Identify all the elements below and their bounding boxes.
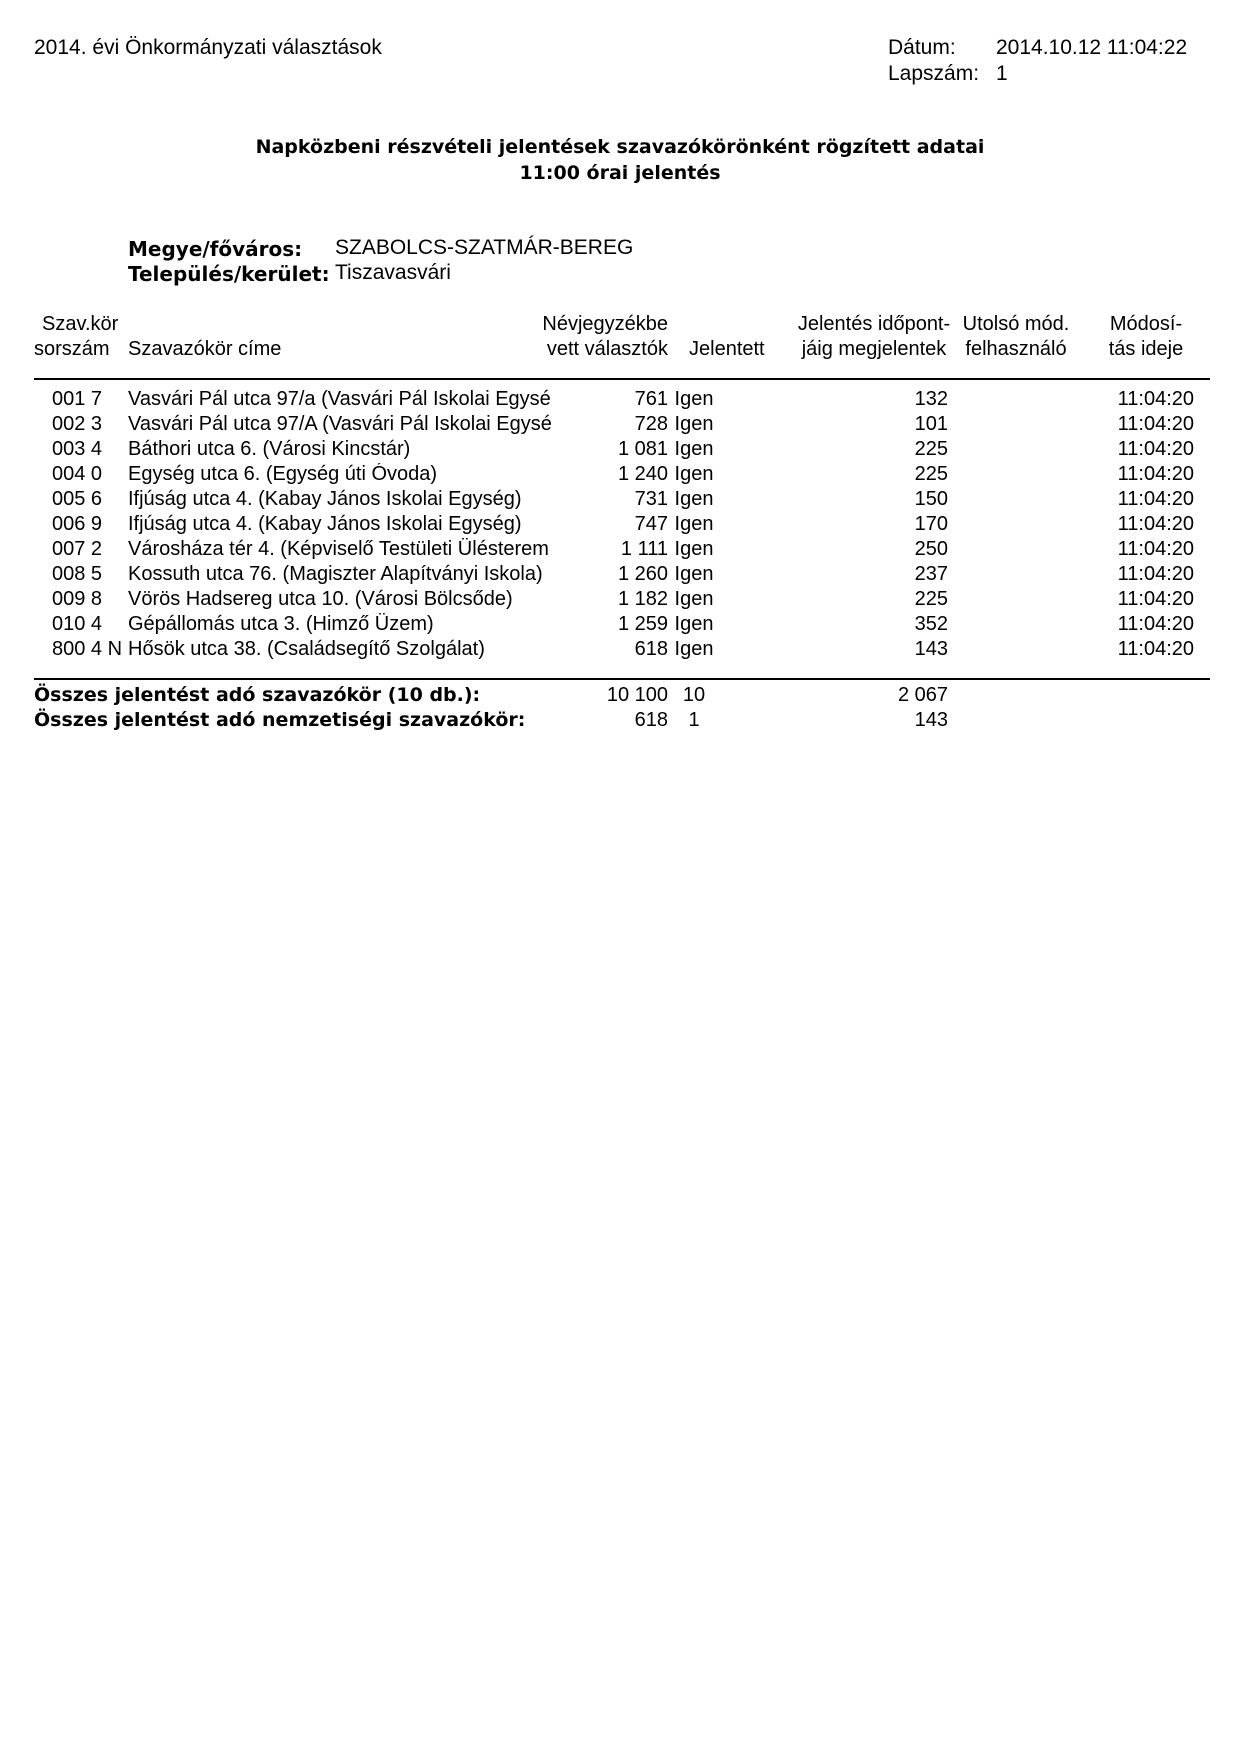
col-voters-header [542,312,668,362]
row-code: 008 5 [52,563,103,585]
row-address: Báthori utca 6. (Városi Kincstár) [128,438,411,460]
col-appeared-line2: jáig megjelentek [801,338,947,360]
row-code: 009 8 [52,588,103,610]
row-time: 11:04:20 [1117,588,1194,610]
page-value: 1 [996,62,1008,85]
row-appeared: 101 [914,413,948,435]
col-appeared-line1: Jelentés időpont- [797,313,951,335]
total-voters: 618 [634,709,668,731]
county-label: Megye/főváros: [128,237,303,261]
row-time: 11:04:20 [1117,488,1194,510]
col-voters-line2: vett választók [546,338,668,360]
table-row [0,588,1240,613]
row-reported: Igen [674,538,714,560]
row-reported: Igen [674,513,714,535]
row-code: 004 0 [52,463,103,485]
col-code-line1: Szav.kör [42,313,119,335]
row-appeared: 225 [914,463,948,485]
row-appeared: 143 [914,638,948,660]
table-row [0,613,1240,638]
row-code: 002 3 [52,413,103,435]
row-time: 11:04:20 [1117,438,1194,460]
row-code: 001 7 [52,388,103,410]
row-reported: Igen [674,588,714,610]
table-row [0,563,1240,588]
row-voters: 1 259 [617,613,668,635]
table-row [0,413,1240,438]
row-voters: 1 111 [620,538,668,560]
table-row [0,638,1240,663]
row-time: 11:04:20 [1117,413,1194,435]
row-time: 11:04:20 [1117,638,1194,660]
row-reported: Igen [674,488,714,510]
row-voters: 1 081 [617,438,668,460]
row-time: 11:04:20 [1117,613,1194,635]
total-appeared: 143 [914,709,948,731]
row-code: 010 4 [52,613,103,635]
row-address: Egység utca 6. (Egység úti Óvoda) [128,463,438,485]
row-address: Ifjúság utca 4. (Kabay János Iskolai Egység) [128,513,522,535]
col-time-line2: tás ideje [1108,338,1184,360]
totals-row [0,709,1240,734]
row-voters: 761 [634,388,668,410]
col-user-line1: Utolsó mód. [962,313,1070,335]
election-title: 2014. évi Önkormányzati választások [34,36,382,59]
col-user-header [958,312,1074,362]
row-appeared: 237 [914,563,948,585]
report-title: Napközbeni részvételi jelentések szavazókörönként rögzített adatai [255,136,985,158]
col-time-header [1098,312,1194,362]
row-reported: Igen [674,413,714,435]
row-reported: Igen [674,563,714,585]
row-appeared: 132 [914,388,948,410]
header-divider [34,378,1210,380]
town-label: Település/kerület: [128,262,330,286]
row-code: 006 9 [52,513,103,535]
row-time: 11:04:20 [1117,388,1194,410]
total-voters: 10 100 [606,684,668,706]
row-time: 11:04:20 [1117,463,1194,485]
row-appeared: 352 [914,613,948,635]
row-voters: 731 [634,488,668,510]
row-reported: Igen [674,638,714,660]
row-code: 005 6 [52,488,103,510]
date-value: 2014.10.12 11:04:22 [996,36,1188,59]
col-code-header [34,312,118,362]
date-label: Dátum: [888,36,956,59]
row-appeared: 170 [914,513,948,535]
row-time: 11:04:20 [1117,563,1194,585]
totals-row [0,684,1240,709]
row-appeared: 225 [914,588,948,610]
row-address: Ifjúság utca 4. (Kabay János Iskolai Egység) [128,488,522,510]
row-voters: 1 260 [617,563,668,585]
row-address: Hősök utca 38. (Családsegítő Szolgálat) [128,638,485,660]
row-code: 800 4 N [52,638,123,660]
row-code: 003 4 [52,438,103,460]
row-voters: 1 240 [617,463,668,485]
report-subtitle: 11:00 órai jelentés [519,162,721,184]
row-address: Vörös Hadsereg utca 10. (Városi Bölcsőde) [128,588,513,610]
table-row [0,488,1240,513]
col-user-line2: felhasználó [965,338,1067,360]
row-voters: 747 [634,513,668,535]
total-reported: 10 [682,684,706,706]
col-time-line1: Módosí- [1109,313,1183,335]
row-appeared: 225 [914,438,948,460]
row-reported: Igen [674,388,714,410]
total-label: Összes jelentést adó nemzetiségi szavazókör: [34,709,526,731]
row-appeared: 150 [914,488,948,510]
row-voters: 618 [634,638,668,660]
row-time: 11:04:20 [1117,513,1194,535]
row-time: 11:04:20 [1117,538,1194,560]
row-voters: 728 [634,413,668,435]
row-reported: Igen [674,463,714,485]
row-reported: Igen [674,438,714,460]
row-reported: Igen [674,613,714,635]
total-label: Összes jelentést adó szavazókör (10 db.): [34,684,481,706]
table-row [0,463,1240,488]
col-appeared-header [786,312,962,362]
row-appeared: 250 [914,538,948,560]
row-address: Kossuth utca 76. (Magiszter Alapítványi Iskola) [128,563,543,585]
col-code-line2: sorszám [34,338,110,360]
table-row [0,438,1240,463]
row-address: Vasvári Pál utca 97/a (Vasvári Pál Iskolai Egysé [128,388,551,410]
row-address: Gépállomás utca 3. (Himző Üzem) [128,613,434,635]
totals-divider [34,678,1210,680]
row-address: Városháza tér 4. (Képviselő Testületi Ülésterem [128,538,549,560]
row-address: Vasvári Pál utca 97/A (Vasvári Pál Iskolai Egysé [128,413,552,435]
table-row [0,513,1240,538]
total-appeared: 2 067 [897,684,948,706]
page-label: Lapszám: [888,62,980,85]
table-row [0,538,1240,563]
total-reported: 1 [688,709,700,731]
row-voters: 1 182 [617,588,668,610]
table-row [0,388,1240,413]
row-code: 007 2 [52,538,103,560]
col-voters-line1: Névjegyzékbe [542,313,668,335]
col-reported-header: Jelentett [689,338,765,360]
town-value: Tiszavasvári [335,261,451,284]
county-value: SZABOLCS-SZATMÁR-BEREG [335,236,634,259]
col-address-header: Szavazókör címe [128,338,282,360]
